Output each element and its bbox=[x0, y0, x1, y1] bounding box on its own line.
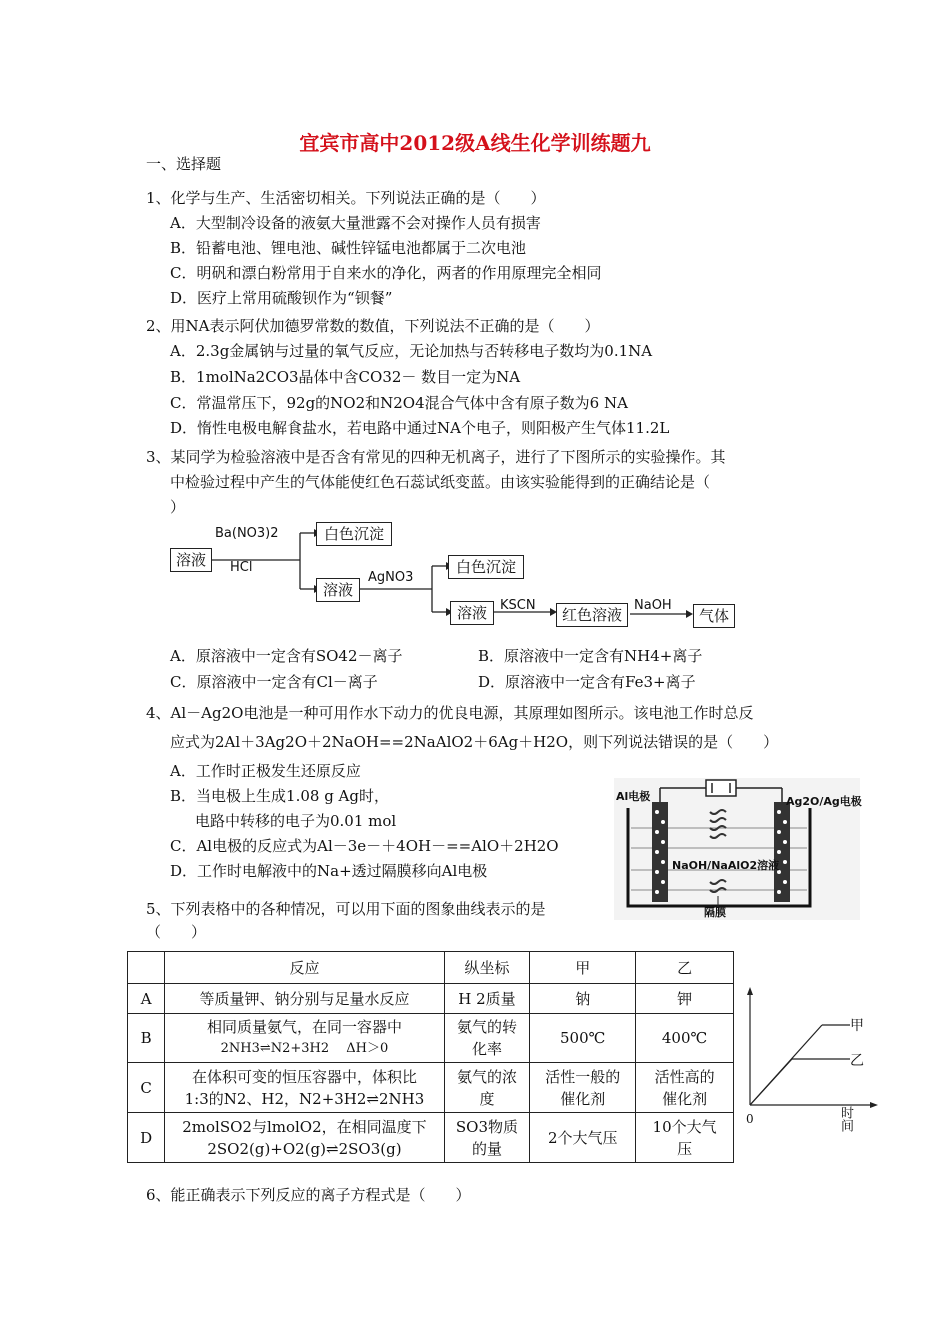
q1-option-a: A．大型制冷设备的液氨大量泄露不会对操作人员有损害 bbox=[170, 214, 541, 232]
q2-stem: 2、用NA表示阿伏加德罗常数的数值，下列说法不正确的是（ ） bbox=[146, 317, 600, 335]
cell-line: 在体积可变的恒压容器中，体积比 bbox=[191, 1067, 417, 1086]
flow-solution-2: 溶液 bbox=[316, 578, 360, 602]
cell-line: 催化剂 bbox=[560, 1089, 606, 1108]
cell-line: 氨气的转 bbox=[456, 1018, 517, 1036]
table-cell bbox=[165, 1014, 444, 1063]
cell-line: 2molSO2与lmolO2，在相同温度下 bbox=[182, 1117, 427, 1136]
q3-option-a: A．原溶液中一定含有SO42－离子 bbox=[170, 647, 403, 665]
q6-stem: 6、能正确表示下列反应的离子方程式是（ ） bbox=[146, 1186, 471, 1204]
flow-solution-box: 溶液 bbox=[170, 548, 212, 572]
q3-stem-line1: 3、某同学为检验溶液中是否含有常见的四种无机离子，进行了下图所示的实验操作。其 bbox=[146, 448, 726, 466]
table-cell: 钠 bbox=[530, 984, 636, 1014]
table-cell: D bbox=[128, 1113, 165, 1163]
table-cell bbox=[165, 1063, 444, 1113]
q2-option-c: C．常温常压下，92g的NO2和N2O4混合气体中含有原子数为6 NA bbox=[170, 394, 628, 412]
graph-curve-jia-label: 甲 bbox=[850, 1018, 864, 1034]
cell-line: 1:3的N2、H2，N2+3H2⇌2NH3 bbox=[184, 1089, 425, 1108]
q5-stem-line1: 5、下列表格中的各种情况，可以用下面的图象曲线表示的是 bbox=[146, 900, 546, 918]
flow-gas-box: 气体 bbox=[693, 604, 735, 628]
table-header-cell: 反应 bbox=[165, 952, 444, 984]
q1-option-c: C．明矾和漂白粉常用于自来水的净化，两者的作用原理完全相同 bbox=[170, 264, 602, 282]
battery-ag2o-electrode-label: Ag2O/Ag电极 bbox=[786, 795, 862, 808]
cell-line: 2NH3⇌N2+3H2 ΔH＞0 bbox=[220, 1041, 389, 1056]
cell-line: 催化剂 bbox=[662, 1089, 708, 1108]
cell-line: 活性高的 bbox=[654, 1067, 715, 1086]
battery-electrolyte-label: NaOH/NaAlO2溶液 bbox=[672, 859, 780, 872]
q3-stem-line3: ） bbox=[170, 498, 186, 516]
table-header-cell: 纵坐标 bbox=[444, 952, 530, 984]
section-heading: 一、选择题 bbox=[146, 155, 222, 173]
cell-line: 10个大气 bbox=[652, 1117, 717, 1136]
table-cell: 400℃ bbox=[636, 1014, 734, 1063]
table-row bbox=[128, 1063, 734, 1113]
q4-option-a: A．工作时正极发生还原反应 bbox=[170, 762, 361, 780]
flow-reagent-naoh: NaOH bbox=[634, 598, 672, 613]
table-row bbox=[128, 1113, 734, 1163]
table-header-cell: 甲 bbox=[530, 952, 636, 984]
table-cell bbox=[444, 1014, 530, 1063]
page-title: 宜宾市高中2012级A线生化学训练题九 bbox=[299, 131, 651, 155]
q2-option-b: B．1molNa2CO3晶体中含CO32－ 数目一定为NA bbox=[170, 368, 521, 386]
q4-option-d: D．工作时电解液中的Na+透过隔膜移向Al电极 bbox=[170, 862, 488, 880]
q4-stem-line2: 应式为2Al＋3Ag2O＋2NaOH==2NaAlO2＋6Ag＋H2O，则下列说法错误的是（ ） bbox=[170, 733, 779, 751]
table-cell: H 2质量 bbox=[444, 984, 530, 1014]
graph-curve-yi-label: 乙 bbox=[850, 1053, 864, 1069]
flow-red-solution: 红色溶液 bbox=[556, 603, 628, 627]
table-cell: 钾 bbox=[636, 984, 734, 1014]
table-header-cell: 乙 bbox=[636, 952, 734, 984]
table-cell bbox=[636, 1113, 734, 1163]
flow-reagent-kscn: KSCN bbox=[500, 598, 536, 613]
cell-line: 相同质量氨气，在同一容器中 bbox=[206, 1018, 402, 1036]
cell-line: 化率 bbox=[471, 1040, 502, 1058]
table-cell bbox=[165, 1113, 444, 1163]
table-cell: 等质量钾、钠分别与足量水反应 bbox=[165, 984, 444, 1014]
q4-stem-line1: 4、Al－Ag2O电池是一种可用作水下动力的优良电源，其原理如图所示。该电池工作时总反 bbox=[146, 704, 754, 722]
table-header-row bbox=[128, 952, 734, 984]
q4-option-c: C．Al电极的反应式为Al－3e－＋4OH－==AlO＋2H2O bbox=[170, 837, 559, 855]
q3-option-d: D．原溶液中一定含有Fe3+离子 bbox=[478, 673, 696, 691]
q4-option-b: B．当电极上生成1.08 g Ag时， bbox=[170, 787, 389, 805]
q2-option-d: D．惰性电极电解食盐水，若电路中通过NA个电子，则阳极产生气体11.2L bbox=[170, 419, 670, 437]
cell-line: 2SO2(g)+O2(g)⇌2SO3(g) bbox=[207, 1139, 402, 1158]
flow-solution-3: 溶液 bbox=[450, 601, 494, 625]
q5-table bbox=[127, 951, 734, 1163]
flow-reagent-hcl: HCl bbox=[230, 560, 253, 575]
table-cell: 2个大气压 bbox=[530, 1113, 636, 1163]
flow-white-precipitate-2: 白色沉淀 bbox=[448, 555, 524, 579]
table-cell bbox=[444, 1113, 530, 1163]
q3-option-c: C．原溶液中一定含有Cl－离子 bbox=[170, 673, 378, 691]
cell-line: 度 bbox=[479, 1089, 495, 1108]
graph-origin-label: 0 bbox=[746, 1112, 754, 1126]
battery-membrane-label: 隔膜 bbox=[704, 906, 726, 919]
table-cell: B bbox=[128, 1014, 165, 1063]
cell-line: SO3物质 bbox=[455, 1117, 518, 1136]
cell-line: 氨气的浓 bbox=[456, 1067, 517, 1086]
q1-option-d: D．医疗上常用硫酸钡作为“钡餐” bbox=[170, 289, 393, 307]
cell-line: 活性一般的 bbox=[545, 1067, 621, 1086]
q5-stem-line2: （ ） bbox=[146, 923, 207, 941]
table-cell: C bbox=[128, 1063, 165, 1113]
table-header-cell bbox=[128, 952, 165, 984]
q1-option-b: B．铅蓄电池、锂电池、碱性锌锰电池都属于二次电池 bbox=[170, 239, 527, 257]
q1-stem: 1、化学与生产、生活密切相关。下列说法正确的是（ ） bbox=[146, 189, 546, 207]
table-cell: A bbox=[128, 984, 165, 1014]
cell-line: 压 bbox=[677, 1139, 693, 1158]
q2-option-a: A．2.3g金属钠与过量的氧气反应，无论加热与否转移电子数均为0.1NA bbox=[170, 342, 653, 360]
battery-al-electrode-label: Al电极 bbox=[616, 790, 651, 803]
flow-reagent-agNO3: AgNO3 bbox=[368, 570, 414, 585]
table-row bbox=[128, 1014, 734, 1063]
flow-reagent-baNO3: Ba(NO3)2 bbox=[215, 526, 279, 541]
q3-stem-line2: 中检验过程中产生的气体能使红色石蕊试纸变蓝。由该实验能得到的正确结论是（ bbox=[170, 473, 711, 491]
table-row bbox=[128, 984, 734, 1014]
flow-white-precipitate-1: 白色沉淀 bbox=[316, 522, 392, 546]
table-cell: 500℃ bbox=[530, 1014, 636, 1063]
cell-line: 的量 bbox=[471, 1139, 502, 1158]
table-cell bbox=[444, 1063, 530, 1113]
q3-option-b: B．原溶液中一定含有NH4+离子 bbox=[478, 647, 703, 665]
table-cell bbox=[636, 1063, 734, 1113]
q4-option-b-cont: 电路中转移的电子为0.01 mol bbox=[195, 812, 397, 830]
table-cell bbox=[530, 1063, 636, 1113]
graph-xaxis-label: 时间 bbox=[838, 1106, 853, 1132]
